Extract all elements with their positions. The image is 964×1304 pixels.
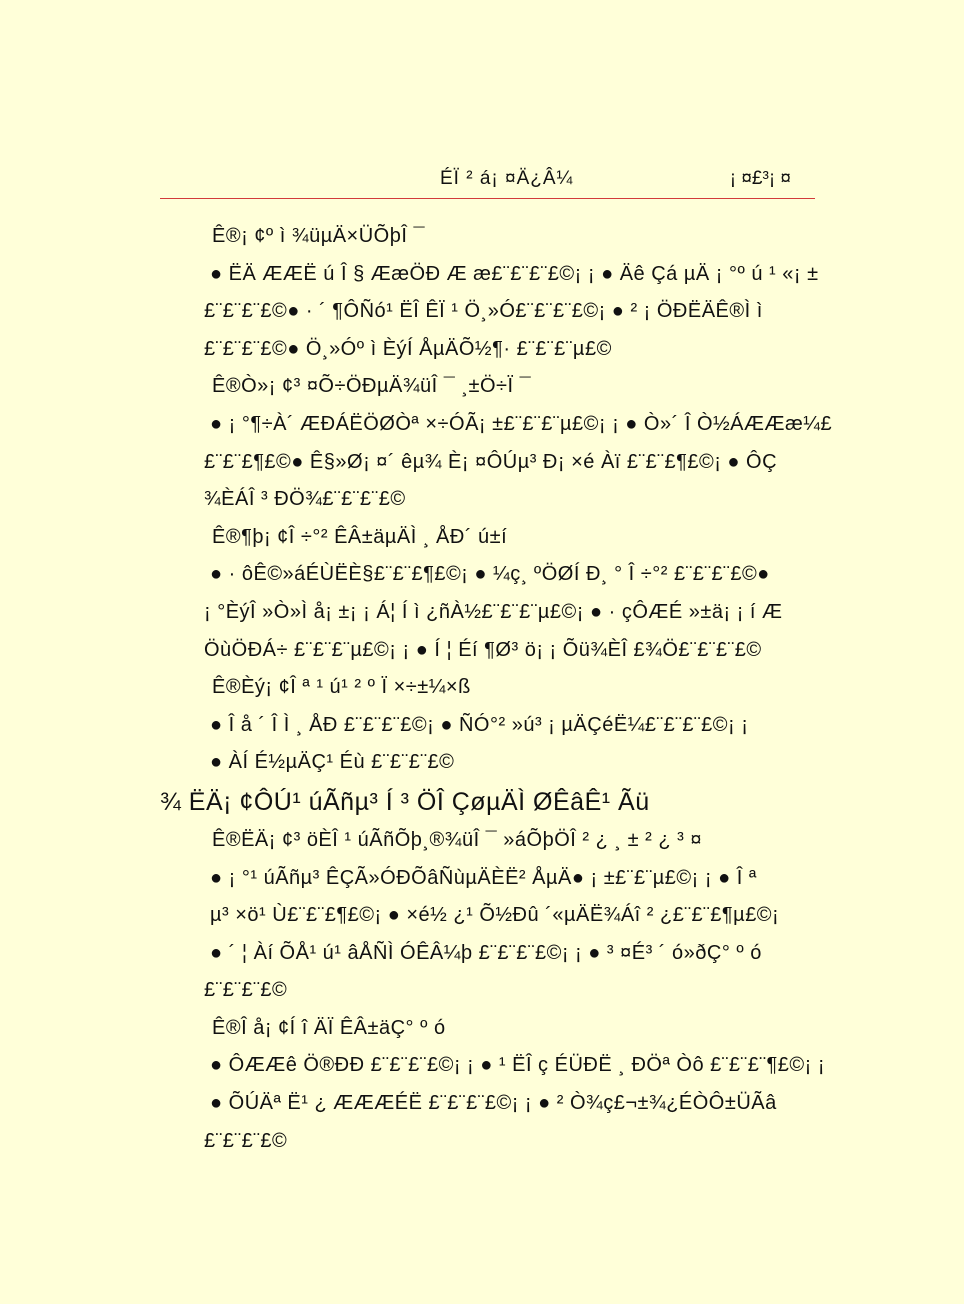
page-number: ¡ ¤£³¡ ¤ <box>729 168 791 189</box>
entry-line: £¨£¨£¨£©● · ´ ¶ÔÑó¹ ËÎ ÊÏ ¹ Ö¸»Ó£¨£¨£¨£©¡ ● ² ¡ ÖÐËÄÊ®Ì ì <box>204 300 763 323</box>
subsection-heading: Ê®¡ ¢º ì ¾üµÄ×ÜÕþÎ ¯ <box>212 225 426 247</box>
entry-line: ● ´ ¦ Àí ÕÅ¹ ú¹ âÅÑÌ ÓÊÂ¼þ £¨£¨£¨£©¡ ¡ ● ³ ¤É³ ´ ó»ðÇ° º ó <box>210 941 762 964</box>
entry-line: £¨£¨£¨£© <box>204 1129 288 1152</box>
entry-line: ● ¡ °¹ úÃñµ³ ÊÇÃ»ÓÐÕâÑùµÄÈË² ÅµÄ● ¡ ±£¨£¨µ£©¡ ¡ ● Î ª <box>210 866 757 889</box>
entry-line: ● ÕÚÄª Ë¹ ¿ ÆÆÆÉË £¨£¨£¨£©¡ ¡ ● ² Ò¾ç£¬±¾¿ÉÒÔ±ÜÃâ <box>210 1092 777 1115</box>
entry-line: ÖùÖÐÁ÷ £¨£¨£¨µ£©¡ ¡ ● Í ¦ Éí ¶Ø³ ö¡ ¡ Õü¾ÈÎ £¾Ö£¨£¨£¨£© <box>204 638 762 661</box>
entry-line: £¨£¨£¶£©● Ê§»Ø¡ ¤´ êµ¾ È¡ ¤ÔÚµ³ Ð¡ ×é Àï £¨£¨£¶£©¡ ● ÔÇ <box>204 450 778 473</box>
entry-line: £¨£¨£¨£© <box>204 979 288 1002</box>
subsection-heading: Ê®ËÄ¡ ¢³ öÈÎ ¹ úÃñÕþ¸®¾üÎ ¯ »áÕþÖÎ ² ¿ ¸ ± ² ¿ ³ ¤ <box>212 828 702 851</box>
entry-line: ¡ °ÈýÎ »Ò»Ì å¡ ±¡ ¡ Á¦ Í ì ¿ñÀ½£¨£¨£¨µ£©¡ ● · çÔÆÉ »±ä¡ ¡ í Æ <box>204 600 783 623</box>
entry-line: ● ËÄ ÆÆË ú Î § ÆæÖÐ Æ æ£¨£¨£¨£©¡ ¡ ● Äê Çá µÄ ¡ °º ú ¹ «¡ ± <box>210 262 819 285</box>
subsection-heading: Ê®¶þ¡ ¢Î ÷°² ÊÂ±äµÄÌ ¸ ÅÐ´ ú±í <box>212 525 508 548</box>
entry-line: ● · ôÊ©»áÉÙËÈ§£¨£¨£¶£©¡ ● ¼ç¸ ºÖØÍ Ð¸ ° Î ÷°² £¨£¨£¨£©● <box>210 563 770 586</box>
subsection-heading: Ê®Èý¡ ¢Î ª ¹ ú¹ ² º Ï ×÷±¼×ß <box>212 676 471 699</box>
entry-line: µ³ ×ö¹ Ù£¨£¨£¶£©¡ ● ×é½ ¿¹ Õ½Ðû ´«µÄË¾Áî ² ¿£¨£¨£¶µ£©¡ <box>210 904 780 927</box>
subsection-heading: Ê®Ò»¡ ¢³ ¤Õ÷ÖÐµÄ¾üÎ ¯ ¸±Ö÷Ï ¯ <box>212 375 532 398</box>
page-header <box>160 160 815 199</box>
chapter-heading: ¾ ËÄ¡ ¢ÔÚ¹ úÃñµ³ Í ³ ÖÎ ÇøµÄÌ ØÊâÊ¹ Ãü <box>160 787 650 816</box>
entry-line: ● ÀÍ É½µÄÇ¹ Éù £¨£¨£¨£© <box>210 751 455 774</box>
entry-line: ● ÔÆÆê Ö®ÐÐ £¨£¨£¨£©¡ ¡ ● ¹ ËÎ ç ÉÜÐË ¸ ÐÖª Òô £¨£¨£¨¶£©¡ ¡ <box>210 1054 825 1077</box>
table-of-contents-body <box>160 218 833 1160</box>
entry-line: ● Î å ´ Î Ì ¸ ÅÐ £¨£¨£¨£©¡ ● ÑÓ°² »ú³ ¡ µÄÇéË¼£¨£¨£¨£©¡ ¡ <box>210 713 749 736</box>
entry-line: £¨£¨£¨£©● Ö¸»Óº ì ÈýÍ ÅµÄÕ½¶· £¨£¨£¨µ£© <box>204 337 612 360</box>
entry-line: ¾ÈÁÎ ³ ÐÖ¾£¨£¨£¨£© <box>204 488 406 511</box>
running-title: ÉÏ ² á¡ ¤Ä¿Â¼ <box>440 168 574 189</box>
entry-line: ● ¡ °¶÷À´ ÆÐÁËÖØÒª ×÷ÓÃ¡ ±£¨£¨£¨µ£©¡ ¡ ● Ò»´ Î Ò½ÁÆÆæ¼£ <box>210 412 833 435</box>
subsection-heading: Ê®Î å¡ ¢Í î ÄÏ ÊÂ±äÇ° º ó <box>212 1016 446 1039</box>
